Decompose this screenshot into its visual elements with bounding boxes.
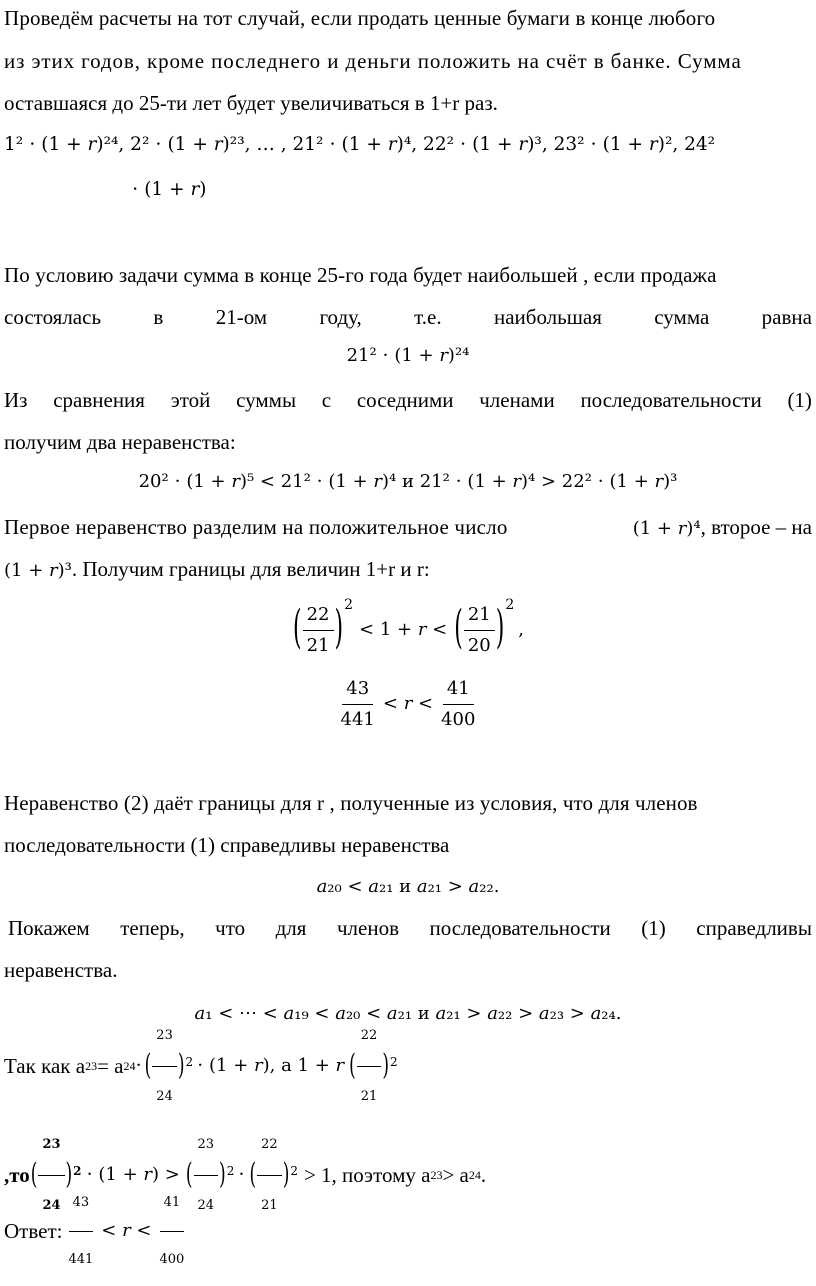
exponent: 2: [226, 1164, 235, 1178]
word: сумма: [654, 305, 710, 329]
numerator: 22: [357, 1008, 382, 1067]
numerator: 22: [303, 602, 334, 631]
paragraph-6-line-1: [8, 915, 812, 941]
denominator: 24: [156, 1088, 173, 1104]
fraction-43-441: [64, 1177, 97, 1286]
paragraph-7: [4, 1027, 812, 1104]
two-inequalities-formula: 20² ⋅ (1 + 𝑟)⁵ < 21² ⋅ (1 + 𝑟)⁴ и 21² ⋅ (1 + 𝑟)⁴ > 22² ⋅ (1 + 𝑟)³: [138, 471, 678, 492]
denominator: 441: [68, 1251, 94, 1267]
paragraph-6-line-2: неравенства.: [4, 958, 118, 982]
paragraph-4-line-1: [4, 514, 812, 542]
word: справедливы: [696, 916, 812, 940]
ineq2-middle: < 𝑟 <: [382, 693, 434, 714]
p7-prefix: Так как a: [4, 1054, 86, 1078]
denominator: 400: [159, 1251, 185, 1267]
answer-line: [4, 1194, 812, 1267]
denominator: 441: [340, 708, 375, 730]
p7-dot: ⋅: [135, 1055, 142, 1076]
numerator: 41: [443, 676, 474, 705]
numerator: 23: [194, 1117, 219, 1176]
denominator: 24: [197, 1197, 215, 1213]
p4-math-2: (1 + 𝑟)³: [4, 560, 72, 581]
word: членов: [336, 916, 399, 940]
left-paren: (: [349, 1049, 356, 1083]
sequence-formula-line-2: ⋅ (1 + 𝑟): [132, 179, 207, 200]
paragraph-1-line-2: из этих годов, кроме последнего и деньги положить на счёт в банке. Сумма: [4, 49, 742, 73]
p8-group: ,то ( $\frac{23}{24}$ ) 2 ⋅ (1 + 𝑟) > ( $\frac{23}{24}$ ) 2 ⋅ ( $\frac{22}{21}$ ) 2 > 1, поэтому a 23 > a 24 .: [4, 1147, 486, 1203]
answer-middle: < 𝑟 <: [101, 1220, 152, 1241]
exponent: 2: [389, 1055, 398, 1069]
sequence-terms-inequality: 𝑎₂₀ < 𝑎₂₁ и 𝑎₂₁ > 𝑎₂₂.: [316, 876, 500, 897]
word: теперь,: [120, 916, 185, 940]
p8-prefix: ,то: [4, 1163, 30, 1187]
p4-math-group: [633, 514, 812, 542]
paragraph-1-line-3: оставшаяся до 25-ти лет будет увеличиваться в 1+r раз.: [4, 91, 498, 115]
answer-label: Ответ:: [4, 1219, 63, 1243]
right-paren: ): [219, 1158, 226, 1192]
right-paren: ): [334, 602, 344, 656]
fraction-41-400: [156, 1177, 189, 1286]
p8-gt: > a: [442, 1163, 469, 1187]
fraction-23-24: [152, 1008, 177, 1125]
word: (1): [641, 916, 666, 940]
word: равна: [761, 305, 812, 329]
paragraph-3-line-1: [4, 387, 812, 413]
word: Покажем: [8, 916, 90, 940]
paragraph-5-line-2: последовательности (1) справедливы неравенства: [4, 833, 450, 857]
exponent: 2: [290, 1164, 298, 1178]
p8-dot: ⋅: [238, 1164, 245, 1185]
exponent: 2: [185, 1055, 194, 1069]
denominator: 21: [306, 634, 330, 656]
paragraph-8: [4, 1136, 812, 1213]
p7-eq: = a: [97, 1054, 124, 1078]
right-paren: ): [282, 1158, 290, 1192]
ineq1-middle: < 1 + 𝑟 <: [359, 619, 448, 640]
exponent: 2: [73, 1164, 82, 1178]
left-paren: (: [293, 602, 302, 656]
numerator: 43: [69, 1177, 94, 1232]
word: последовательности: [580, 388, 762, 412]
word: сравнения: [53, 388, 145, 412]
fraction-43-441: [337, 676, 379, 733]
fraction-22-21: [357, 1008, 382, 1125]
word: (1): [787, 388, 812, 412]
paragraph-2-line-1: По условию задачи сумма в конце 25-го года будет наибольшей , если продажа: [4, 263, 717, 287]
paragraph-1-line-1: [4, 5, 812, 31]
word: для: [275, 916, 307, 940]
denominator: 20: [467, 634, 491, 656]
p4-text-2: . Получим границы для величин 1+r и r:: [71, 557, 430, 581]
word: т.е.: [414, 305, 442, 329]
p7-middle: ⋅ (1 + 𝑟), а 1 + 𝑟: [197, 1055, 345, 1076]
left-paren: (: [249, 1158, 257, 1192]
word: суммы: [236, 388, 297, 412]
p8-end: .: [480, 1163, 487, 1187]
word: этой: [170, 388, 211, 412]
full-sequence-inequality: 𝑎₁ < ⋯ < 𝑎₁₉ < 𝑎₂₀ < 𝑎₂₁ и 𝑎₂₁ > 𝑎₂₂ > 𝑎₂₃ > 𝑎₂₄.: [194, 1003, 622, 1024]
p4-tail: , второе – на: [700, 515, 812, 539]
p8-tail: > 1, поэтому a: [303, 1163, 431, 1187]
bounds-inequality-1: [0, 598, 816, 662]
fraction-41-400: [437, 676, 479, 733]
numerator: 21: [464, 602, 495, 631]
p4-math: (1 + 𝑟)⁴: [632, 518, 701, 539]
fraction-21-20: [464, 602, 495, 659]
numerator: 23: [38, 1117, 64, 1176]
left-paren: (: [185, 1158, 193, 1192]
left-paren: (: [30, 1158, 38, 1192]
sequence-formula-line-1: 1² ⋅ (1 + 𝑟)²⁴, 2² ⋅ (1 + 𝑟)²³, … , 21² ⋅ (1 + 𝑟)⁴, 22² ⋅ (1 + 𝑟)³, 23² ⋅ (1 + 𝑟)², 24²: [4, 134, 716, 155]
right-paren: ): [177, 1049, 185, 1083]
p4-text: Первое неравенство разделим на положительное число: [4, 515, 508, 539]
right-paren: ): [65, 1158, 73, 1192]
p1-text-1: Проведём расчеты на тот случай, если продать ценные бумаги в конце любого: [4, 6, 716, 30]
exponent: 2: [505, 597, 515, 613]
numerator: 43: [342, 676, 373, 705]
left-paren: (: [454, 602, 463, 656]
right-paren: ): [382, 1049, 389, 1083]
word: состоялась: [4, 305, 102, 329]
word: в: [153, 305, 164, 329]
right-paren: ): [495, 602, 505, 656]
word: году,: [319, 305, 362, 329]
paragraph-3-line-2: получим два неравенства:: [4, 430, 236, 454]
denominator: 21: [360, 1088, 378, 1104]
paragraph-5-line-1: Неравенство (2) даёт границы для r , полученные из условия, что для членов: [4, 791, 698, 815]
word: наибольшая: [493, 305, 602, 329]
word: соседними: [356, 388, 454, 412]
comma: ,: [518, 619, 524, 640]
denominator: 24: [42, 1197, 61, 1213]
p7-group: Так как a 23 = a 24 ⋅ ( $\frac{23}{24}$ ) 2 ⋅ (1 + 𝑟), а 1 + 𝑟 ( $\frac{22}{21}$ ) 2: [4, 1038, 398, 1094]
denominator: 400: [441, 708, 476, 730]
max-sum-formula: 21² ⋅ (1 + 𝑟)²⁴: [346, 345, 470, 366]
answer-group: [4, 1194, 188, 1267]
paragraph-4-line-2: [4, 556, 812, 584]
fraction-22-21: [303, 602, 334, 659]
word: последовательности: [429, 916, 611, 940]
paragraph-2-line-2: [4, 304, 812, 330]
word: членами: [479, 388, 555, 412]
left-paren: (: [144, 1049, 152, 1083]
word: с: [321, 388, 332, 412]
ineq1-group: [292, 598, 524, 662]
word: что: [215, 916, 246, 940]
word: Из: [4, 388, 28, 412]
numerator: 41: [160, 1177, 185, 1232]
numerator: 23: [152, 1008, 177, 1067]
p8-middle: ⋅ (1 + 𝑟) >: [86, 1164, 180, 1185]
bounds-inequality-2: [0, 672, 816, 736]
ineq2-group: [337, 672, 480, 736]
exponent: 2: [344, 597, 354, 613]
numerator: 22: [257, 1117, 282, 1176]
denominator: 21: [261, 1197, 278, 1213]
word: 21-ом: [215, 305, 268, 329]
